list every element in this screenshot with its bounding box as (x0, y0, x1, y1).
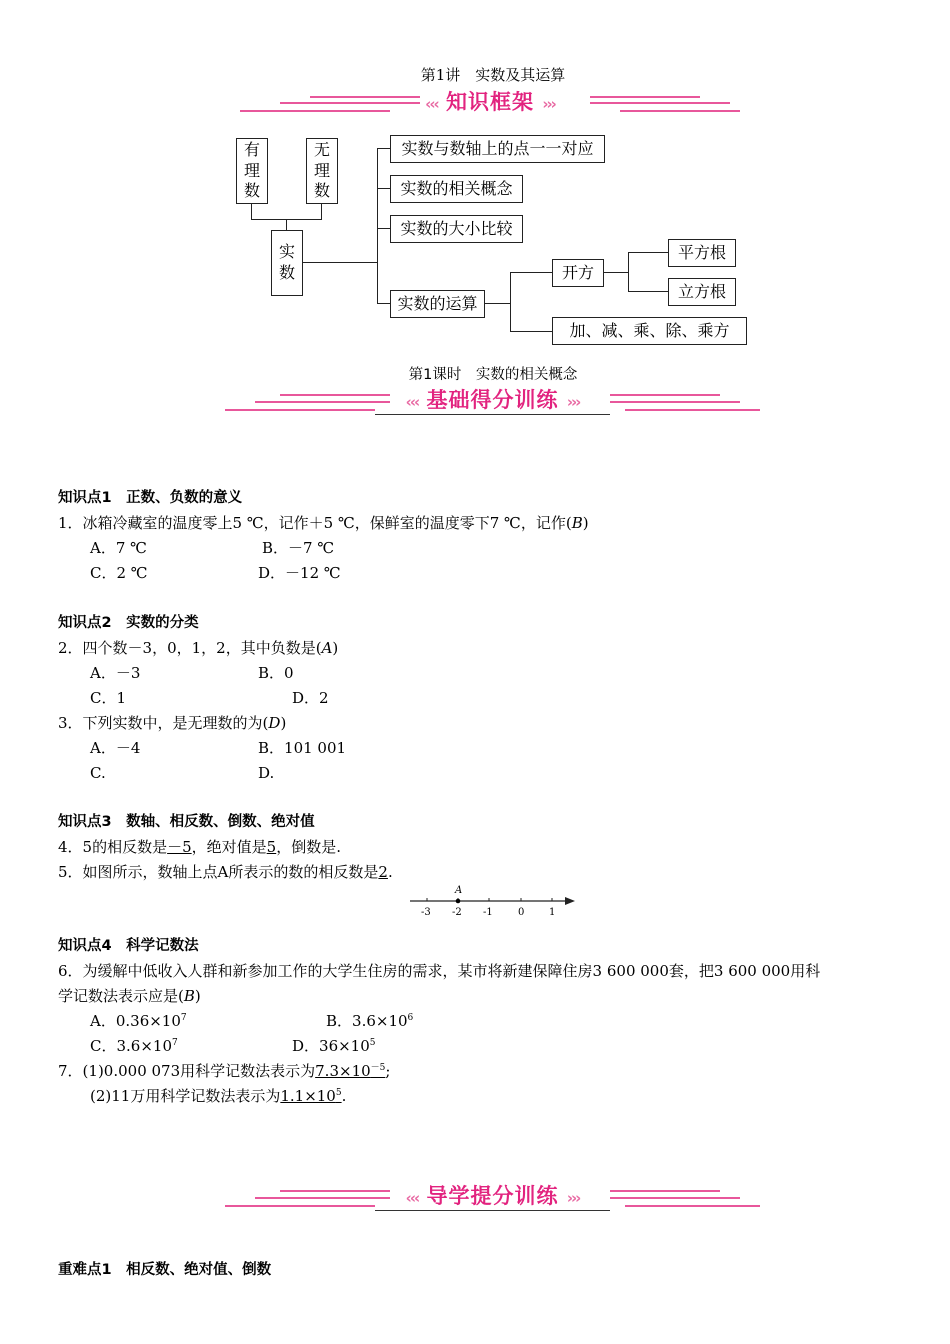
question-1: 1．冰箱冷藏室的温度零上5 ℃，记作＋5 ℃，保鲜室的温度零下7 ℃，记作(B) (58, 514, 589, 532)
question-6-line-2: 学记数法表示应是(B) (58, 987, 201, 1005)
knowledge-point-2: 知识点2 实数的分类 (58, 615, 199, 631)
knowledge-point-3: 知识点3 数轴、相反数、倒数、绝对值 (58, 814, 315, 830)
option: A．$0.36\times 10^7$ (90, 1012, 187, 1030)
guide-training-banner (225, 1182, 760, 1218)
cube-root-box: 立方根 (668, 278, 736, 306)
tick-label: -3 (421, 907, 431, 918)
chevron-right-icon: ››› (542, 95, 555, 113)
option: B．$3.6\times 10^6$ (326, 1012, 414, 1030)
point-a (456, 899, 461, 904)
chevron-left-icon: ‹‹‹ (405, 393, 419, 411)
option: D．$36\times 10^5$ (292, 1037, 376, 1055)
tick-label: -1 (483, 907, 493, 918)
tick-label: -2 (452, 907, 462, 918)
operations-box: 加、减、乘、除、乘方 (552, 317, 747, 345)
chevron-left-icon: ‹‹‹ (425, 95, 438, 113)
branch-concepts: 实数的相关概念 (390, 175, 523, 203)
number-line (405, 878, 580, 922)
lecture-title: 第1讲 实数及其运算 (420, 66, 566, 84)
knowledge-point-1: 知识点1 正数、负数的意义 (58, 490, 243, 506)
basic-training-banner (225, 386, 760, 422)
question-7-part-2: (2)11万用科学记数法表示为$1.1\times 10^5$. (90, 1087, 347, 1105)
tick-label: 1 (549, 907, 556, 918)
option: D．－12 ℃ (258, 564, 341, 582)
banner-title: 知识框架 (446, 90, 534, 114)
chevron-right-icon: ››› (566, 393, 580, 411)
option: C．1 (90, 689, 127, 707)
banner-title: 导学提分训练 (426, 1184, 559, 1208)
chevron-right-icon: ››› (566, 1189, 580, 1207)
option: A．－3 (90, 664, 141, 682)
option: D. (258, 764, 275, 782)
question-5: 5．如图所示，数轴上点A所表示的数的相反数是2. (58, 863, 393, 881)
point-a-label: A (455, 885, 463, 896)
option: A．－4 (90, 739, 141, 757)
question-6-line-1: 6．为缓解中低收入人群和新参加工作的大学生住房的需求，某市将新建保障住房3 600 000套，把3 600 000用科 (58, 962, 821, 980)
option: A．7 ℃ (90, 539, 147, 557)
branch-comparison: 实数的大小比较 (390, 215, 523, 243)
tick-label: 0 (518, 907, 525, 918)
branch-operations: 实数的运算 (390, 290, 485, 318)
question-4: 4．5的相反数是－5，绝对值是5，倒数是. (58, 838, 341, 856)
knowledge-point-4: 知识点4 科学记数法 (58, 938, 199, 954)
lesson-title: 第1课时 实数的相关概念 (408, 367, 578, 383)
question-7-part-1: 7．(1)0.000 073用科学记数法表示为$7.3\times 10^{-5}$; (58, 1062, 391, 1080)
real-number-box: 实 数 (271, 230, 303, 296)
kaifang-box: 开方 (552, 259, 604, 287)
arrow-icon (565, 897, 575, 905)
option: D．2 (292, 689, 329, 707)
banner-title: 基础得分训练 (426, 388, 559, 412)
question-2: 2．四个数－3，0，1，2，其中负数是(A) (58, 639, 339, 657)
option: B．101 001 (258, 739, 347, 757)
square-root-box: 平方根 (668, 239, 736, 267)
option: C．$3.6\times 10^7$ (90, 1037, 178, 1055)
key-point-1: 重难点1 相反数、绝对值、倒数 (58, 1262, 272, 1278)
chevron-left-icon: ‹‹‹ (405, 1189, 419, 1207)
option: B．0 (258, 664, 294, 682)
question-3: 3．下列实数中，是无理数的为(D) (58, 714, 287, 732)
option: C．2 ℃ (90, 564, 148, 582)
rational-box: 有 理 数 (236, 138, 268, 204)
option: C. (90, 764, 106, 782)
branch-number-line: 实数与数轴上的点一一对应 (390, 135, 605, 163)
option: B．－7 ℃ (262, 539, 335, 557)
irrational-box: 无 理 数 (306, 138, 338, 204)
framework-banner (240, 88, 740, 124)
